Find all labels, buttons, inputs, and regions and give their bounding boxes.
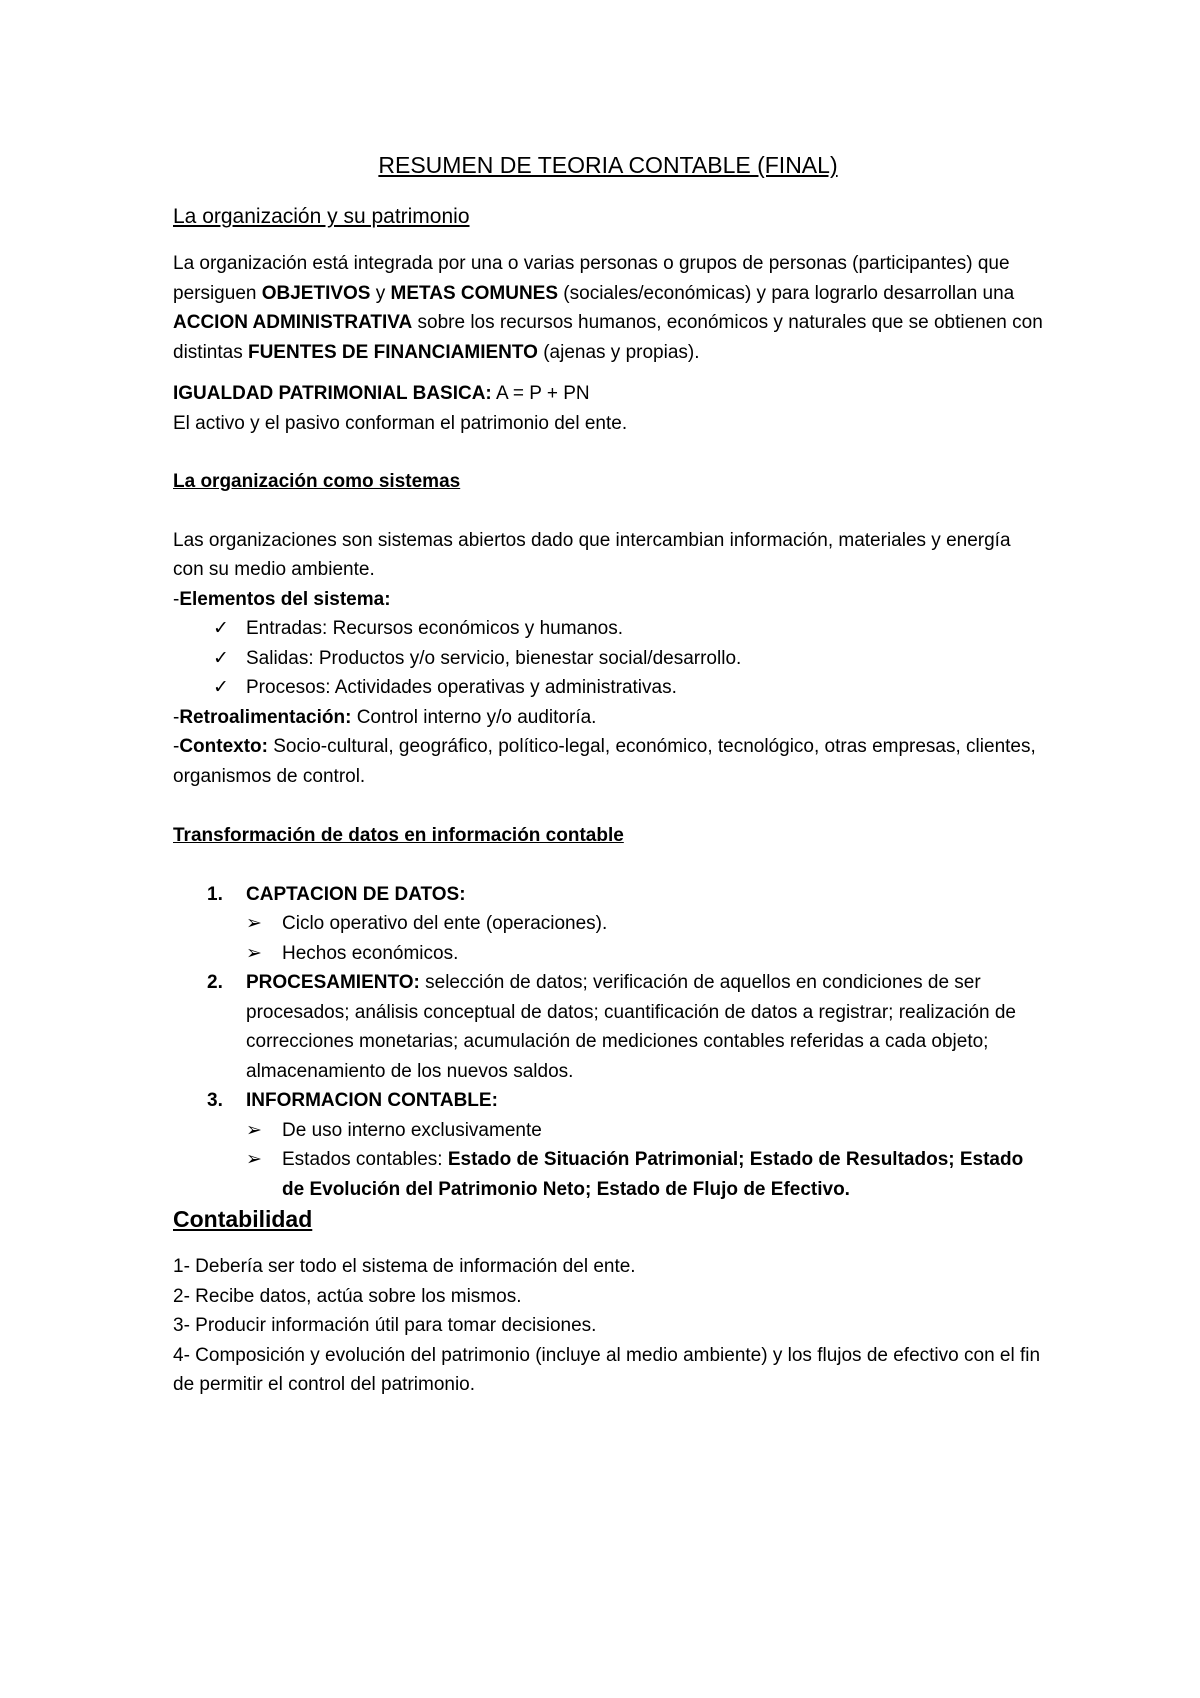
step-number: 1.	[207, 883, 223, 905]
text: (ajenas y propias).	[537, 341, 700, 363]
equality-value: A = P + PN	[491, 383, 590, 404]
text: La organización está integrada por una o varias personas o grupos de personas (participantes) que persiguen	[173, 253, 1010, 304]
contabilidad-item: 1- Debería ser todo el sistema de información del ente.	[173, 1256, 636, 1277]
sublist-item	[246, 939, 1043, 969]
step-number: 3.	[207, 1090, 223, 1111]
dash: -	[173, 736, 180, 757]
context-line	[173, 732, 1043, 791]
text: y	[370, 282, 391, 304]
step-item	[173, 1086, 1043, 1204]
list-item	[173, 673, 1043, 703]
sublist-item	[246, 1145, 1043, 1204]
check-icon: ✓	[213, 677, 229, 698]
dash: -	[173, 706, 180, 728]
equality-note: El activo y el pasivo conforman el patrimonio del ente.	[173, 412, 628, 434]
step-text: selección de datos; verificación de aquellos en condiciones de ser procesados; análisis conceptual de datos; cuantificación de datos a registrar; realización de correcciones monetarias; acumulación de mediciones contables referidas a cada objeto; almacenamiento de los nuevos saldos.	[246, 972, 1016, 1082]
text: sobre los recursos humanos, económicos y naturales que se obtienen con distintas	[173, 312, 1043, 363]
sublist-item	[246, 1116, 1043, 1146]
elements-label-line	[173, 585, 1043, 615]
step-item	[173, 968, 1043, 1086]
step-item	[173, 880, 1043, 969]
sublist-item-text: Ciclo operativo del ente (operaciones).	[282, 913, 608, 934]
bold-text: FUENTES DE FINANCIAMIENTO	[247, 341, 538, 363]
text: (sociales/económicas) y para lograrlo desarrollan una	[558, 282, 1015, 304]
section-heading-transformacion: Transformación de datos en información contable	[173, 825, 624, 846]
context-text: Socio-cultural, geográfico, político-legal, económico, tecnológico, otras empresas, clientes, organismos de control.	[173, 736, 1036, 787]
bold-text: METAS COMUNES	[390, 282, 559, 304]
paragraph-organizacion	[173, 249, 1043, 367]
feedback-line	[173, 703, 1043, 733]
list-item-text: Salidas: Productos y/o servicio, bienestar social/desarrollo.	[246, 647, 742, 669]
check-icon: ✓	[213, 618, 229, 639]
sublist-item	[246, 909, 1043, 939]
step-sublist	[246, 1116, 1043, 1205]
check-icon: ✓	[213, 647, 229, 669]
sublist-item-bold: Estado de Situación Patrimonial; Estado de Resultados; Estado de Evolución del Patrimonio Neto; Estado de Flujo de Efectivo.	[282, 1149, 1024, 1200]
bold-text: ACCION ADMINISTRATIVA	[173, 312, 413, 333]
elements-label: Elementos del sistema:	[179, 588, 391, 610]
arrow-icon: ➢	[246, 1149, 262, 1170]
feedback-label: Retroalimentación:	[179, 706, 352, 728]
step-label: PROCESAMIENTO:	[246, 972, 420, 993]
steps-list	[173, 880, 1043, 1205]
document-title: RESUMEN DE TEORIA CONTABLE (FINAL)	[378, 152, 838, 178]
step-label: INFORMACION CONTABLE:	[246, 1090, 498, 1111]
context-label: Contexto:	[179, 736, 268, 757]
dash: -	[173, 588, 180, 610]
list-item	[173, 644, 1043, 674]
list-item-text: Entradas: Recursos económicos y humanos.	[246, 618, 624, 639]
arrow-icon: ➢	[246, 1119, 262, 1141]
step-sublist	[246, 909, 1043, 968]
equality-label: IGUALDAD PATRIMONIAL BASICA:	[173, 383, 492, 404]
sublist-item-text: Hechos económicos.	[282, 942, 459, 964]
arrow-icon: ➢	[246, 942, 262, 964]
paragraph-sistemas: Las organizaciones son sistemas abiertos dado que intercambian información, materiales y energía con su medio ambiente.	[173, 529, 1011, 580]
arrow-icon: ➢	[246, 913, 262, 934]
contabilidad-item: 4- Composición y evolución del patrimonio (incluye al medio ambiente) y los flujos de efectivo con el fin de permitir el control del patrimonio.	[173, 1344, 1041, 1395]
elements-list	[173, 614, 1043, 703]
sublist-item-text: Estados contables:	[282, 1149, 448, 1170]
section-heading-patrimonio: La organización y su patrimonio	[173, 205, 470, 228]
section-heading-contabilidad: Contabilidad	[173, 1206, 313, 1232]
feedback-text: Control interno y/o auditoría.	[351, 706, 597, 728]
equality-line	[173, 379, 1043, 409]
list-item-text: Procesos: Actividades operativas y administrativas.	[246, 677, 677, 698]
document-body	[173, 150, 1043, 1400]
step-label: CAPTACION DE DATOS:	[246, 883, 466, 905]
section-heading-sistemas: La organización como sistemas	[173, 471, 461, 492]
contabilidad-item: 2- Recibe datos, actúa sobre los mismos.	[173, 1285, 522, 1307]
step-number: 2.	[207, 972, 223, 993]
sublist-item-text: De uso interno exclusivamente	[282, 1119, 542, 1141]
bold-text: OBJETIVOS	[261, 282, 371, 304]
contabilidad-item: 3- Producir información útil para tomar decisiones.	[173, 1315, 597, 1336]
list-item	[173, 614, 1043, 644]
